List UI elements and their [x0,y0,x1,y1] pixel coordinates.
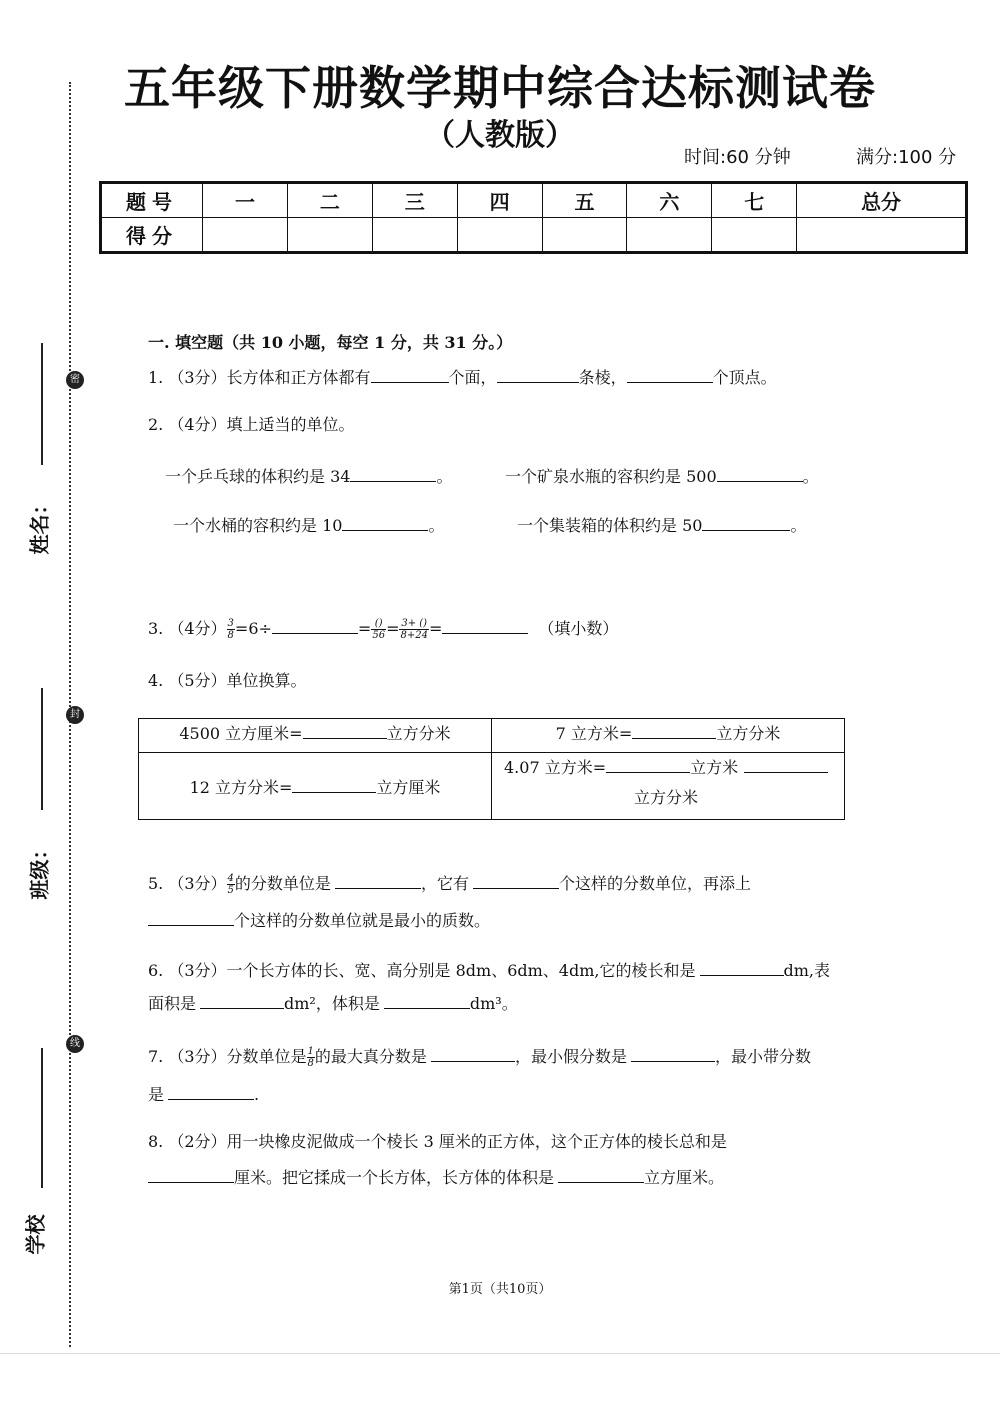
score-table-header-row [101,183,967,218]
conversion-cell: 4.07 立方米= 立方米 立方分米 [492,753,845,820]
class-label: 班级： [27,839,52,900]
score-cell[interactable] [457,218,542,253]
answer-blank[interactable] [200,992,284,1009]
q1-text: 1. （3分）长方体和正方体都有 [148,368,371,387]
page-subtitle: （人教版） [425,118,575,153]
question-7-line-1: 7. （3分）分数单位是 $\frac{1}{8}$ 的最大真分数是 ，最小假分数是 ，最小带分数 [148,1046,811,1069]
answer-blank[interactable] [558,1166,644,1183]
score-col-1: 一 [203,183,288,218]
q2-text: 。 [802,467,819,486]
answer-blank[interactable] [168,1083,254,1100]
q2-text: 。 [428,516,445,535]
score-cell[interactable] [372,218,457,253]
answer-blank[interactable] [431,1045,515,1062]
q1-text: 个顶点。 [712,368,777,387]
school-label: 学校 [23,1214,48,1255]
answer-blank[interactable] [497,366,579,383]
answer-blank[interactable] [272,617,358,634]
score-row-label: 得分 [101,218,203,253]
answer-blank[interactable] [303,722,387,739]
fraction: $\frac{3}{8}$ [227,618,234,641]
answer-blank[interactable] [384,992,470,1009]
score-col-6: 六 [627,183,712,218]
answer-blank[interactable] [335,872,421,889]
q2-text: 一个乒乓球的体积约是 34 [165,467,351,486]
question-4-stem: 4. （5分）单位换算。 [148,671,307,690]
page-footer: 第1页（共10页） [448,1282,552,1297]
question-8-line-2: 厘米。把它揉成一个长方体，长方体的体积是 立方厘米。 [148,1166,724,1188]
question-6-line-1: 6. （3分）一个长方体的长、宽、高分别是 8dm、6dm、4dm,它的棱长和是 dm,表 [148,961,831,980]
answer-blank[interactable] [702,514,790,531]
conversion-cell: 4500 立方厘米= 立方分米 [139,719,492,753]
score-col-2: 二 [287,183,372,218]
score-cell[interactable] [627,218,712,253]
score-cell[interactable] [287,218,372,253]
question-5-line-1: 5. （3分） $\frac{4}{5}$ 的分数单位是 ，它有 个这样的分数单位，再添上 [148,873,751,896]
exam-time: 时间:60 分钟 [684,147,791,168]
question-7-line-2: 是 . [148,1085,260,1104]
fraction: $\frac{1}{8}$ [307,1046,314,1069]
fraction: $\frac{()}{56}$ [372,618,386,641]
question-5-line-2: 个这样的分数单位就是最小的质数。 [148,909,490,931]
conversion-table [138,718,845,820]
score-col-5: 五 [542,183,627,218]
question-2-item-3 [173,514,444,536]
fraction: $\frac{4}{5}$ [227,873,234,896]
score-col-total: 总分 [797,183,967,218]
q3-text: = [428,619,443,638]
answer-blank[interactable] [606,756,690,773]
question-2-item-1 [165,465,452,487]
section-1-title: 一. 填空题（共 10 小题，每空 1 分，共 31 分。） [148,333,513,352]
score-col-4: 四 [457,183,542,218]
score-table-score-row [101,218,967,253]
q3-text: = [357,619,372,638]
fraction: $\frac{3+ ()}{8+24}$ [400,618,428,641]
answer-blank[interactable] [148,909,234,926]
question-2-stem: 2. （4分）填上适当的单位。 [148,415,355,434]
page-edge [0,1353,1000,1354]
q2-text: 一个水桶的容积约是 10 [173,516,343,535]
q3-text: = [386,619,400,638]
q1-text: 个面， [448,368,497,387]
score-cell[interactable] [203,218,288,253]
question-6-line-2: 面积是 dm²，体积是 dm³。 [148,994,518,1013]
seal-badge: 封 [66,706,84,724]
question-1 [148,366,777,388]
score-col-label: 题号 [101,183,203,218]
q3-text: 3. （4分） [148,619,227,638]
score-col-3: 三 [372,183,457,218]
answer-blank[interactable] [744,756,828,773]
score-col-7: 七 [712,183,797,218]
score-cell[interactable] [712,218,797,253]
answer-blank[interactable] [717,465,803,482]
q2-text: 一个集装箱的体积约是 50 [517,516,703,535]
q2-text: 。 [436,467,453,486]
name-line [41,343,43,465]
conversion-cell: 12 立方分米= 立方厘米 [139,753,492,820]
seal-badge: 线 [66,1035,84,1053]
answer-blank[interactable] [148,1166,234,1183]
question-2-item-2 [505,465,819,487]
conversion-cell: 7 立方米= 立方分米 [492,719,845,753]
answer-blank[interactable] [632,722,716,739]
answer-blank[interactable] [700,959,784,976]
score-cell[interactable] [797,218,967,253]
class-line [41,688,43,810]
q1-text: 条棱， [578,368,627,387]
answer-blank[interactable] [350,465,436,482]
page-title: 五年级下册数学期中综合达标测试卷 [124,61,876,115]
answer-blank[interactable] [631,1045,715,1062]
answer-blank[interactable] [442,617,528,634]
q3-text: =6÷ [234,619,272,638]
question-2-item-4 [517,514,806,536]
q2-text: 。 [790,516,807,535]
answer-blank[interactable] [292,776,376,793]
full-score: 满分:100 分 [856,147,957,168]
q2-text: 一个矿泉水瓶的容积约是 500 [505,467,717,486]
question-3 [148,617,618,641]
score-table [99,181,968,254]
answer-blank[interactable] [627,366,713,383]
q3-text: （填小数） [538,619,619,638]
answer-blank[interactable] [473,872,559,889]
score-cell[interactable] [542,218,627,253]
name-label: 姓名： [27,494,52,555]
answer-blank[interactable] [342,514,428,531]
seal-badge: 密 [66,371,84,389]
question-8-line-1: 8. （2分）用一块橡皮泥做成一个棱长 3 厘米的正方体，这个正方体的棱长总和是 [148,1132,727,1151]
school-line [41,1048,43,1188]
answer-blank[interactable] [371,366,449,383]
